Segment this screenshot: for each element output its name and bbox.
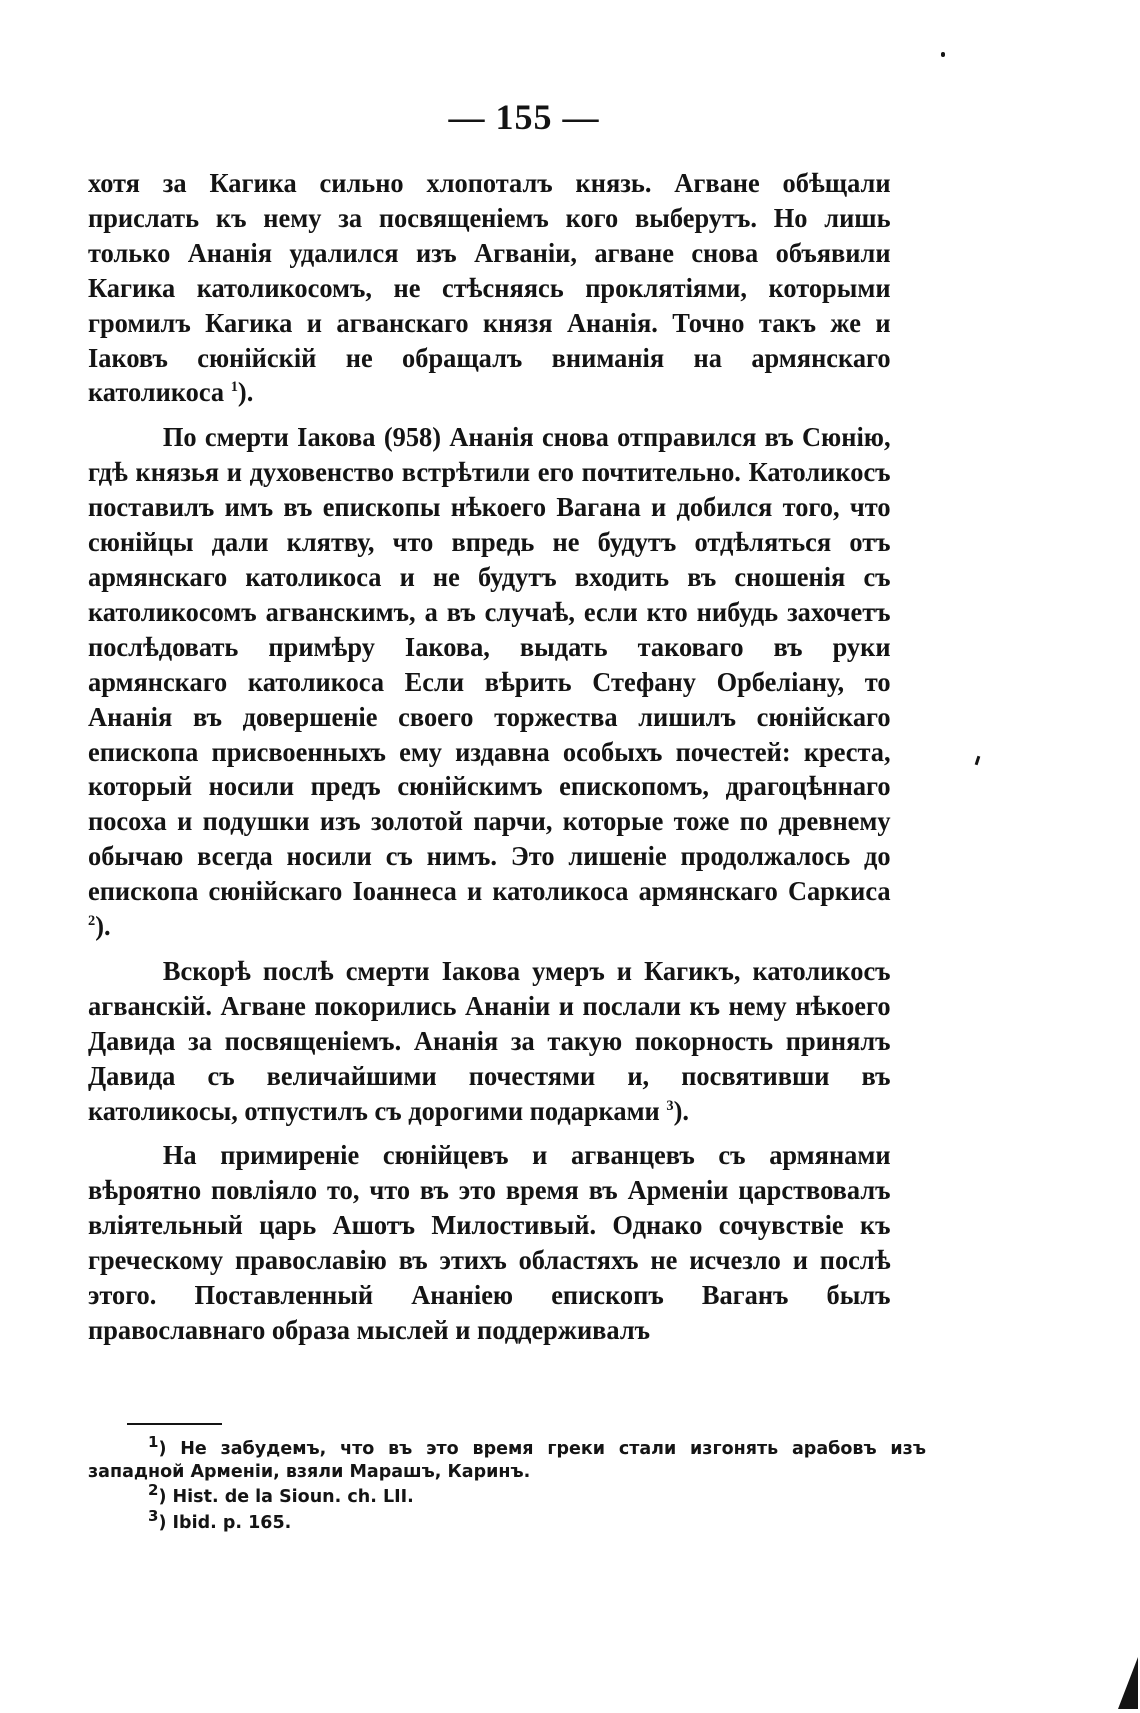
- paragraph-3-text: Вскорѣ послѣ смерти Іакова умеръ и Кагикъ, католикосъ агванскій. Агване покорились Ананіи и послали къ нему нѣкоего Давида за посвященіемъ. Ананія за такую покорность принялъ Давида съ величайшими почестями и, посвятивши въ католикосы, отпустилъ съ дорогими подарками: [88, 954, 891, 1126]
- footnote-1: [88, 1433, 926, 1483]
- footnote-2: [88, 1481, 926, 1509]
- paragraph-1-text: хотя за Кагика сильно хлопоталъ князь. Агване обѣщали прислать къ нему за посвященіемъ кого выберутъ. Но лишь только Ананія удалился изъ Агваніи, агване снова объявили Кагика католикосомъ, не стѣсняясь проклятіями, которыми громилъ Кагика и агванскаго князя Ананія. Точно такъ же и Іаковъ сюнійскій не обращалъ вниманія на армянскаго католикоса: [88, 167, 891, 408]
- footnote-1-text: ) Не забудемъ, что въ это время греки стали изгонять арабовъ изъ западной Арменіи, взяли Марашъ, Каринъ.: [88, 1439, 926, 1482]
- page-corner-mark: [1118, 1657, 1138, 1709]
- footnote-rule: [127, 1423, 222, 1425]
- footnote-2-marker: 2: [148, 1481, 159, 1500]
- footnote-ref-3: 3: [666, 1097, 674, 1114]
- footnote-ref-2-close: ).: [95, 910, 111, 942]
- paragraph-4: [88, 1138, 891, 1347]
- paragraph-2-text: По смерти Іакова (958) Ананія снова отправился въ Сюнію, гдѣ князья и духовенство встрѣтили его почтительно. Католикосъ поставилъ имъ въ епископы нѣкоего Вагана и добился того, что сюнійцы дали клятву, что впредь не будутъ отдѣляться отъ армянскаго католикоса и не будутъ входить въ сношенія съ католикосомъ агванскимъ, а въ случаѣ, если кто нибудь захочетъ послѣдовать примѣру Іакова, выдать таковаго въ руки армянскаго католикоса Если вѣрить Стефану Орбеліану, то Ананія въ довершеніе своего торжества лишилъ сюнійскаго епископа присвоенныхъ ему издавна особыхъ почестей: креста, который носили предъ сюнійскимъ епископомъ, драгоцѣннаго посоха и подушки изъ золотой парчи, которые тоже по древнему обычаю всегда носили съ нимъ. Это лишеніе продолжалось до епископа сюнійскаго Іоаннеса и католикоса армянскаго Саркиса: [88, 421, 891, 907]
- paragraph-3: [88, 954, 891, 1129]
- footnote-1-marker: 1: [148, 1433, 159, 1452]
- footnote-3-marker: 3: [148, 1506, 159, 1525]
- footnotes: [88, 1433, 926, 1537]
- footnote-3: [88, 1506, 926, 1535]
- footnote-ref-1: 1: [230, 379, 238, 396]
- page-number: — 155 —: [448, 97, 600, 137]
- footnote-ref-1-close: ).: [237, 376, 254, 408]
- ink-speck-top: [941, 52, 945, 57]
- footnote-ref-3-close: ).: [673, 1094, 689, 1126]
- paragraph-4-text: На примиреніе сюнійцевъ и агванцевъ съ армянами вѣроятно повліяло то, что въ это время въ Арменіи царствовалъ вліятельный царь Ашотъ Милостивый. Однако сочувствіе къ греческому православію въ этихъ областяхъ не исчезло и послѣ этого. Поставленный Ананіею епископъ Ваганъ былъ православнаго образа мыслей и поддерживалъ: [88, 1139, 891, 1345]
- paragraph-2: [88, 420, 891, 944]
- body-text: [88, 166, 891, 1348]
- ink-speck-margin: [975, 756, 981, 765]
- paragraph-1: [88, 166, 891, 410]
- footnote-2-text: ) Hist. de la Sioun. ch. LII.: [158, 1487, 414, 1507]
- footnote-ref-2: 2: [88, 912, 96, 929]
- footnote-3-text: ) Ibid. p. 165.: [158, 1512, 292, 1533]
